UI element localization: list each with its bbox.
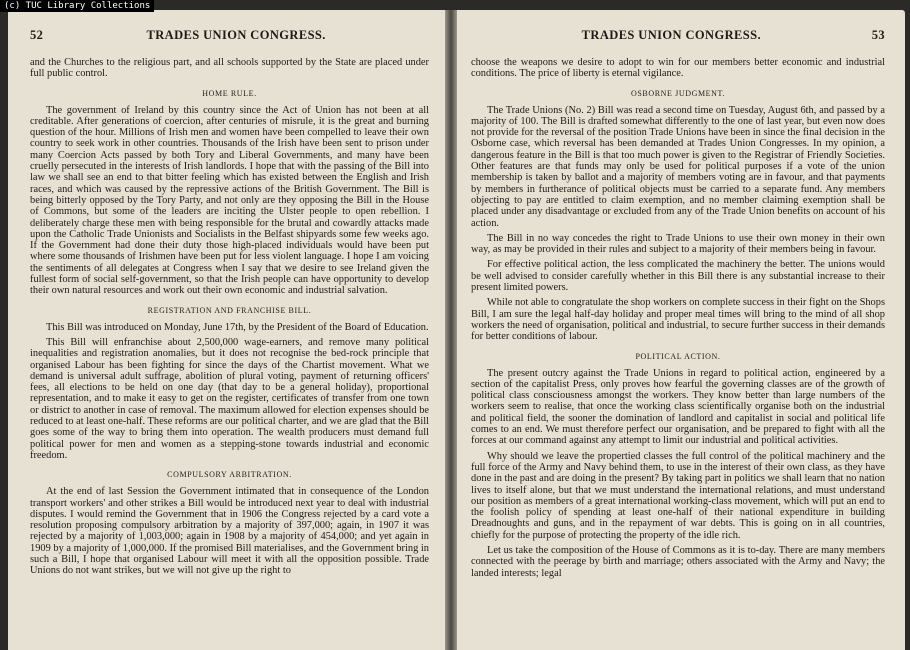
right-page-number: 53 [871, 28, 885, 42]
right-intro-paragraph: choose the weapons we desire to adopt to win for our members better economic and industrial conditions. The price of liberty is eternal vigilance. [471, 57, 885, 80]
registration-paragraph-2: This Bill will enfranchise about 2,500,000 wage-earners, and remove many political inequalities and registration anomalies, but it does not recognise the bed-rock principle that organised Labour has been fighting for since the days of the Chartist movement. What we demand is universal adult suffrage, abolition of plural voting, payment of returning officers' fees, all elections to be held on one day (that day to be a general holiday), proportional representation, and to make it easy to get on the register, certificates of transfer from one town or district to another in case of removal. The maximum allowed for election expenses should be reduced to at least one-half. These reforms are our political charter, and we are glad that the Bill goes some of the way to bring them into operation. The wealth producers must demand full political power for men and women as a stepping-stone towards industrial and economic freedom. [30, 336, 429, 461]
home-rule-paragraph: The government of Ireland by this country since the Act of Union has not been at all creditable. After generations of coercion, after centuries of misrule, it is the great and burning question of the hour. Millions of Irish men and women have been compelled to leave their own country to seek work in other countries. Thousands of the Irish have been sent to prison under many Coercion Acts passed by both Tory and Liberal Governments, and many have been cruelly persecuted in the interests of Irish landlords. I hope that with the passing of the Bill into law we shall see an end to that bitter feeling which has existed between the English and Irish races, and which was caused by the repressive actions of the British Government. The Bill is being bitterly opposed by the Tory Party, and not only are they opposing the Bill in the House of Commons, but some of the leaders are inciting the Ulster people to open rebellion. I deliberately charge these men with being responsible for the brutal and cowardly attacks made upon the Catholic Trade Unionists and Socialists in the Belfast shipyards some few weeks ago. If the Government had done their duty those high-placed individuals would have been put where some thousands of Irishmen have been put for less violent language. I hope I am voicing the sentiments of all delegates at Congress when I say that we desire to see Ireland given the fullest form of social self-government, so that the Irish people can have opportunity to develop their own natural resources and work out their own economic and industrial salvation. [30, 104, 429, 297]
right-running-head [471, 28, 885, 43]
osborne-paragraph-4: While not able to congratulate the shop workers on complete success in their fight on the Shops Bill, I am sure the legal half-day holiday and proper meal times will bring to the mind of all shop workers the need of organisation, political and industrial, to secure further success in their demands for better conditions of labour. [471, 297, 885, 343]
section-heading-arbitration: COMPULSORY ARBITRATION. [167, 470, 292, 480]
political-action-paragraph-3: Let us take the composition of the House of Commons as it is to-day. There are many members connected with the peerage by birth and marriage; others associated with the Army and Navy; the landed interests; legal [471, 544, 885, 579]
osborne-paragraph-1: The Trade Unions (No. 2) Bill was read a second time on Tuesday, August 6th, and passed by a majority of 100. The Bill is drafted somewhat differently to the one of last year, but even now does not provide for the reversal of the position Trade Unions have been in since the final decision in the Osborne case, which reversal has been demanded at Trades Union Congresses. In my opinion, a dangerous feature in the Bill is that too much power is given to the Registrar of Friendly Societies. Other features are that funds may only be used for political purposes if a vote of the union membership is taken by ballot and a majority of members voting are in favour, and that payments by members in furtherance of political objects must be carried to a separate fund. Any members objecting to pay are entitled to claim exemption, and no member claiming exemption shall be placed under any disadvantage or excluded from any of the Trade Union benefits on account of his action. [471, 104, 885, 229]
left-intro-paragraph: and the Churches to the religious part, and all schools supported by the State are placed under full public control. [30, 57, 429, 80]
section-heading-osborne: OSBORNE JUDGMENT. [630, 88, 726, 98]
osborne-paragraph-2: The Bill in no way concedes the right to Trade Unions to use their own money in their own way, as may be provided in their rules and subject to a majority of their members being in favour. [471, 232, 885, 256]
right-header-title: TRADES UNION CONGRESS. [581, 28, 761, 42]
section-heading-registration: REGISTRATION AND FRANCHISE BILL. [147, 305, 312, 315]
political-action-paragraph-2: Why should we leave the propertied classes the full control of the political machinery and the full force of the Army and Navy behind them, to use in the interest of their own class, as they have done in the past and are doing in the present? By taking part in politics we shall learn that no nation lives to itself alone, but that we must understand the international relations, and must understand our position as members of a great international working-class movement, which will put an end to the foolish policy of spending at least one-half of their national expenditure in building Dreadnoughts and guns, and in the repayment of war debts. This is going on in all countries, chiefly for the purpose of protecting the property of the idle rich. [471, 450, 885, 541]
left-page-number: 52 [30, 28, 44, 42]
right-page [457, 10, 905, 650]
political-action-paragraph-1: The present outcry against the Trade Unions in regard to political action, engineered by a section of the capitalist Press, only proves how fearful the governing classes are of the growth of political class consciousness amongst the workers. They know better than large numbers of the workers seem to realise, that once the working class scientifically organise both on the industrial and political field, the sooner the domination of landlord and capitalist in social and political life comes to an end. We must therefore perfect our organisation, and be prepared to fight with all the forces at our command against any attempt to limit our industrial and political activities. [471, 367, 885, 447]
watermark: (c) TUC Library Collections [0, 0, 154, 12]
left-page [8, 10, 445, 650]
registration-paragraph-1: This Bill was introduced on Monday, June 17th, by the President of the Board of Education. [46, 321, 429, 333]
book-gutter [445, 10, 457, 650]
left-running-head [30, 28, 429, 43]
left-header-title: TRADES UNION CONGRESS. [146, 28, 326, 42]
section-heading-political-action: POLITICAL ACTION. [635, 351, 721, 361]
arbitration-paragraph: At the end of last Session the Government intimated that in consequence of the London transport workers' and other strikes a Bill would be introduced next year to deal with industrial disputes. I would remind the Government that in 1906 the Congress rejected by a card vote a resolution proposing compulsory arbitration by a majority of 397,000; again, in 1907 it was rejected by a majority of 1,003,000; again in 1908 by a majority of 454,000; and yet again in 1909 by a majority of 1,000,000. If the promised Bill materialises, and the Government bring in such a Bill, I hope that organised Labour will meet it with all the opposition possible. Trade Unions do not want strikes, but we will not give up the right to [30, 486, 429, 577]
section-heading-home-rule: HOME RULE. [202, 88, 257, 98]
osborne-paragraph-3: For effective political action, the less complicated the machinery the better. The unions would be well advised to consider carefully whether in this Bill there is any substantial increase to their present limited powers. [471, 259, 885, 294]
